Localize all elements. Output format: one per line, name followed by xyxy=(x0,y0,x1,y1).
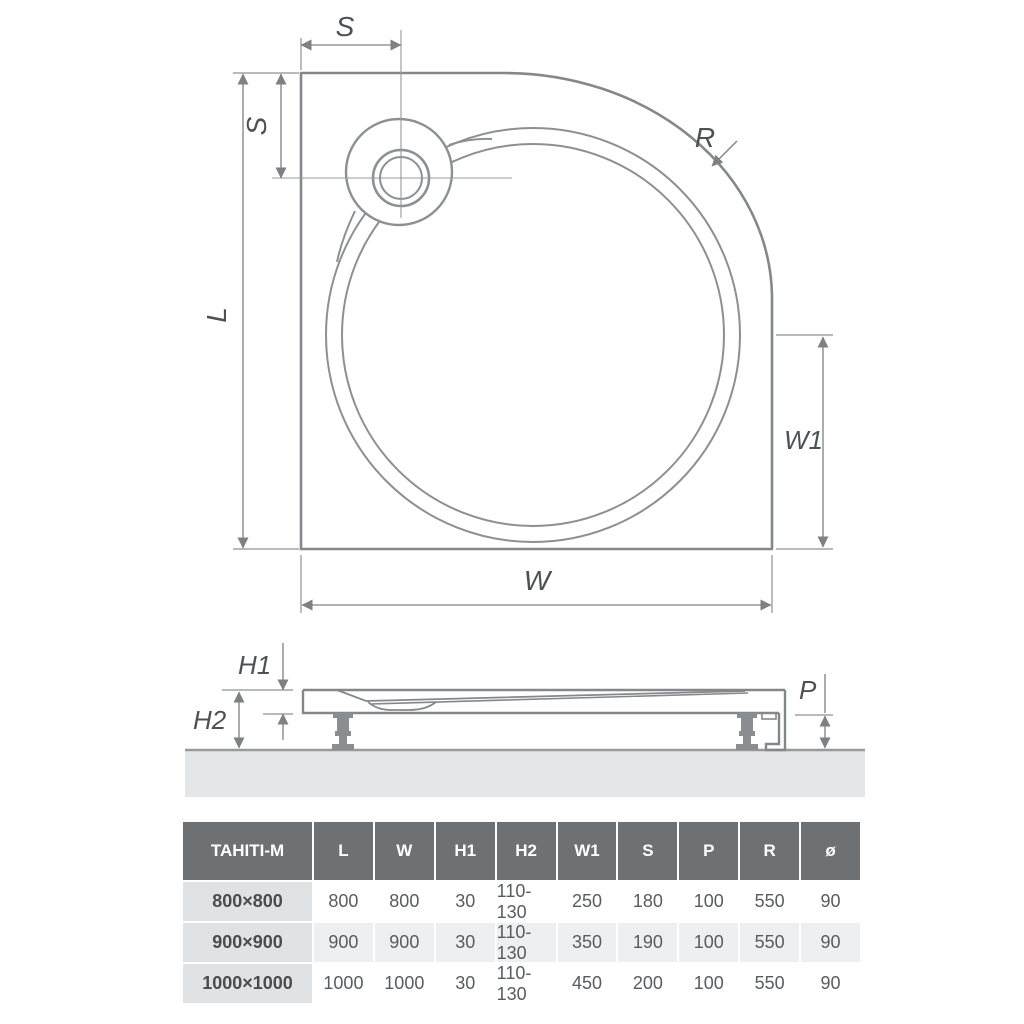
dim-label-l: L xyxy=(201,307,232,323)
dim-label-w: W xyxy=(523,565,551,596)
header-cell-diameter: ø xyxy=(801,822,860,880)
dim-w1 xyxy=(784,337,823,547)
dim-label-h2: H2 xyxy=(193,705,227,735)
drain-housing xyxy=(346,119,452,225)
header-cell-s: S xyxy=(618,822,677,880)
dim-l xyxy=(201,74,243,548)
table-cell: 110-130 xyxy=(497,882,556,921)
table-cell: 800 xyxy=(314,882,373,921)
floor xyxy=(185,750,865,797)
table-cell: 550 xyxy=(740,923,799,962)
table-cell: 90 xyxy=(801,882,860,921)
foot-right xyxy=(736,713,758,750)
table-cell: 100 xyxy=(679,882,738,921)
header-cell-h2: H2 xyxy=(497,822,556,880)
table-cell: 190 xyxy=(618,923,677,962)
header-cell-w1: W1 xyxy=(558,822,617,880)
feet xyxy=(332,713,758,750)
foot-left xyxy=(332,713,354,750)
dim-w xyxy=(302,565,771,605)
table-cell: 30 xyxy=(436,882,495,921)
table-cell: 900 xyxy=(314,923,373,962)
table-cell: 550 xyxy=(740,964,799,1003)
dim-label-s-side: S xyxy=(241,116,272,136)
dim-p xyxy=(799,674,825,748)
dim-label-w1: W1 xyxy=(784,425,823,455)
table-cell: 30 xyxy=(436,964,495,1003)
header-cell-p: P xyxy=(679,822,738,880)
dim-label-r: R xyxy=(694,122,716,153)
table-cell: 800 xyxy=(375,882,434,921)
plan-view xyxy=(201,11,833,613)
dim-s-top xyxy=(301,11,401,45)
row-label: 800×800 xyxy=(183,882,312,921)
header-cell-r: R xyxy=(740,822,799,880)
table-cell: 90 xyxy=(801,964,860,1003)
tray-profile xyxy=(303,690,785,750)
dim-label-s-top: S xyxy=(335,11,355,42)
header-cell-w: W xyxy=(375,822,434,880)
table-cell: 100 xyxy=(679,964,738,1003)
header-cell-l: L xyxy=(314,822,373,880)
table-cell: 550 xyxy=(740,882,799,921)
dim-label-h1: H1 xyxy=(238,650,272,680)
table-cell: 350 xyxy=(558,923,617,962)
table-cell: 1000 xyxy=(314,964,373,1003)
table-cell: 30 xyxy=(436,923,495,962)
dim-h1 xyxy=(238,643,283,740)
header-cell-product: TAHITI-M xyxy=(183,822,312,880)
spec-table xyxy=(183,822,860,1003)
table-cell: 1000 xyxy=(375,964,434,1003)
row-label: 1000×1000 xyxy=(183,964,312,1003)
table-cell: 450 xyxy=(558,964,617,1003)
table-cell: 250 xyxy=(558,882,617,921)
dim-h2 xyxy=(193,692,239,748)
side-view xyxy=(185,643,865,797)
table-cell: 90 xyxy=(801,923,860,962)
dim-s-side xyxy=(241,74,281,178)
table-cell: 110-130 xyxy=(497,923,556,962)
row-label: 900×900 xyxy=(183,923,312,962)
table-cell: 200 xyxy=(618,964,677,1003)
table-cell: 110-130 xyxy=(497,964,556,1003)
dim-label-p: P xyxy=(799,675,817,705)
table-cell: 180 xyxy=(618,882,677,921)
table-cell: 100 xyxy=(679,923,738,962)
table-cell: 900 xyxy=(375,923,434,962)
header-cell-h1: H1 xyxy=(436,822,495,880)
